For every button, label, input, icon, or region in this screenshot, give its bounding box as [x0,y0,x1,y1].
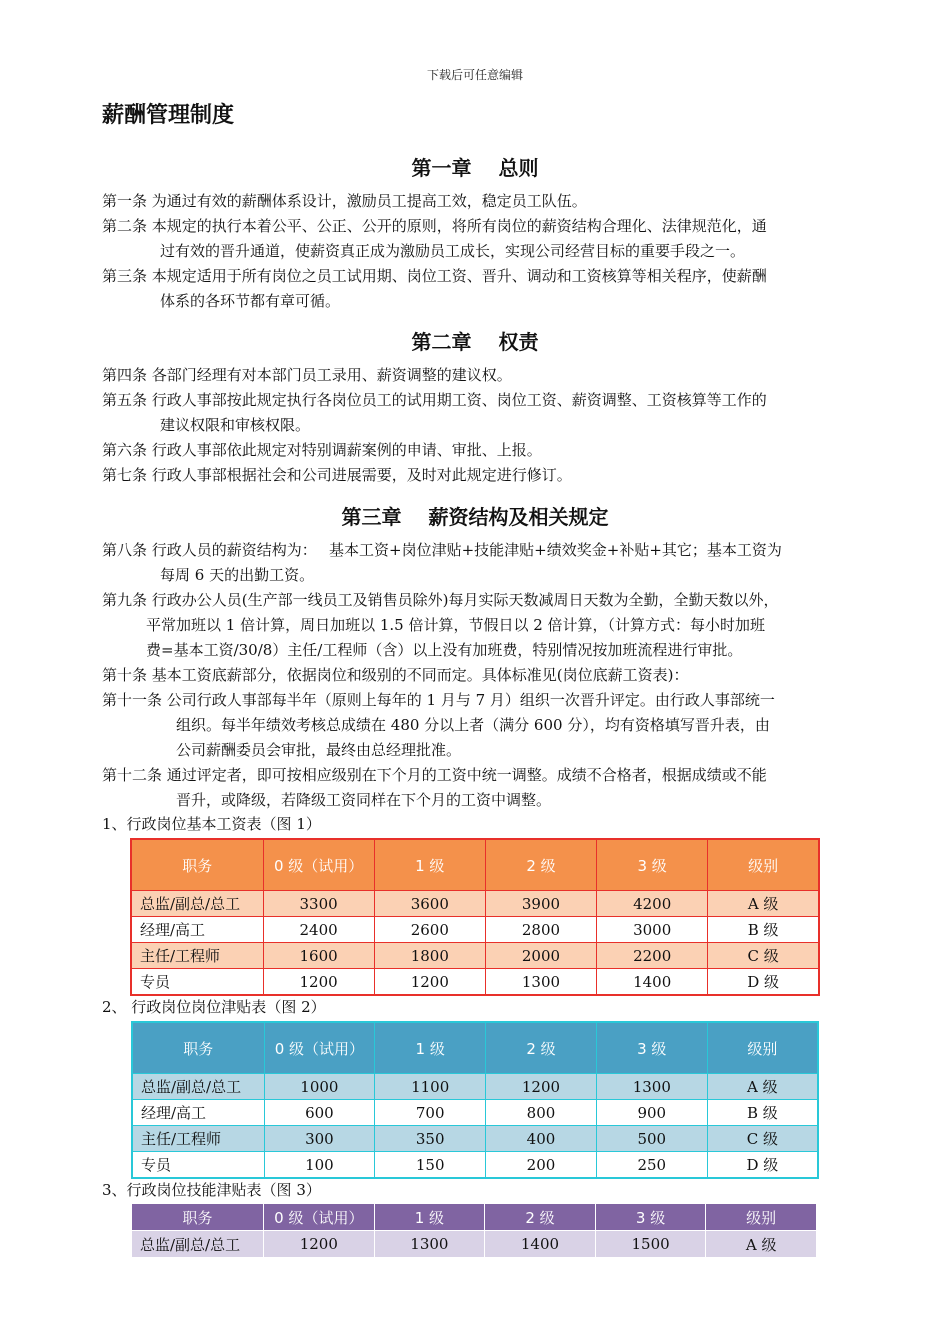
table-cell: 600 [264,1100,375,1126]
table-cell: 1400 [485,1231,596,1258]
table-cell: C 级 [708,943,819,969]
table-cell: 800 [486,1100,597,1126]
header-cell: 0 级（试用） [263,839,374,891]
skill-allowance-table [131,1203,817,1258]
table-cell: 2200 [597,943,708,969]
table-cell: C 级 [707,1126,818,1152]
header-cell: 2 级 [485,1204,596,1231]
table-cell: 主任/工程师 [131,943,263,969]
table-cell: 1500 [595,1231,706,1258]
table-cell: 经理/高工 [132,1100,264,1126]
header-cell: 1 级 [374,839,485,891]
table-row [132,1126,818,1152]
position-allowance-table [131,1021,819,1179]
table-cell: 1200 [486,1074,597,1100]
table-cell: 1200 [263,969,374,996]
table-cell: 100 [264,1152,375,1179]
article-text: 第十一条 公司行政人事部每半年（原则上每年的 1 月与 7 月）组织一次晋升评定。由行政人事部统一 [102,691,775,709]
article-text: 第五条 行政人事部按此规定执行各岗位员工的试用期工资、岗位工资、薪资调整、工资核算等工作的 [102,391,767,409]
table-row [131,969,819,996]
table-cell: 1300 [374,1231,485,1258]
article-text-continued: 晋升，或降级，若降级工资同样在下个月的工资中调整。 [176,791,552,809]
table-cell: 2400 [263,917,374,943]
header-cell: 职务 [132,1022,264,1074]
article-text: 第九条 行政办公人员(生产部一线员工及销售员除外)每月实际天数减周日天数为全勤，全勤天数以外， [102,591,779,609]
table-cell: 150 [375,1152,486,1179]
article-text-continued: 平常加班以 1 倍计算，周日加班以 1.5 倍计算，节假日以 2 倍计算，（计算方式：每小时加班 [146,616,766,634]
table-cell: 200 [486,1152,597,1179]
header-cell: 0 级（试用） [264,1022,375,1074]
table-cell: A 级 [706,1231,817,1258]
table-row [131,917,819,943]
header-cell: 3 级 [597,839,708,891]
article-text-continued: 过有效的晋升通道，使薪资真正成为激励员工成长，实现公司经营目标的重要手段之一。 [160,242,746,260]
table-header-row [132,1022,818,1074]
chapter-1-heading: 第一章 总则 [411,156,539,180]
table-cell: 500 [596,1126,707,1152]
table-cell: 1200 [264,1231,375,1258]
table-cell: 1300 [596,1074,707,1100]
table-cell: 250 [596,1152,707,1179]
table-3-caption: 3、行政岗位技能津贴表（图 3） [102,1181,321,1199]
table-row [131,943,819,969]
header-cell: 0 级（试用） [264,1204,375,1231]
table-cell: 总监/副总/总工 [132,1074,264,1100]
header-cell: 3 级 [595,1204,706,1231]
chapter-2-heading: 第二章 权责 [411,330,539,354]
article-12 [102,763,844,813]
article-text: 第一条 为通过有效的薪酬体系设计，激励员工提高工效，稳定员工队伍。 [102,192,587,210]
table-cell: 2600 [374,917,485,943]
article-text: 第十条 基本工资底薪部分，依据岗位和级别的不同而定。具体标准见(岗位底薪工资表)： [102,666,689,684]
table-row [131,891,819,917]
article-text-continued: 费=基本工资/30/8）主任/工程师（含）以上没有加班费，特别情况按加班流程进行审批。 [146,641,743,659]
article-text-continued: 建议权限和审核权限。 [160,416,311,434]
table-cell: 总监/副总/总工 [132,1231,264,1258]
table-cell: 300 [264,1126,375,1152]
article-text: 第十二条 通过评定者，即可按相应级别在下个月的工资中统一调整。成绩不合格者，根据成绩或不能 [102,766,767,784]
article-4 [102,363,844,388]
table-row [132,1152,818,1179]
table-cell: 1300 [485,969,596,996]
article-text-continued: 组织。每半年绩效考核总成绩在 480 分以上者（满分 600 分），均有资格填写晋升表，由 [176,716,770,734]
header-cell: 1 级 [374,1204,485,1231]
document-title: 薪酬管理制度 [102,102,235,128]
table-row [132,1231,817,1258]
table-cell: 400 [486,1126,597,1152]
header-cell: 3 级 [596,1022,707,1074]
table-cell: 3000 [597,917,708,943]
article-text: 第八条 行政人员的薪资结构为： 基本工资+岗位津贴+技能津贴+绩效奖金+补贴+其它；基本工资为 [102,541,782,559]
article-6 [102,438,844,463]
article-5 [102,388,844,438]
table-cell: 700 [375,1100,486,1126]
table-cell: 主任/工程师 [132,1126,264,1152]
article-3 [102,264,844,314]
table-cell: D 级 [708,969,819,996]
table-cell: 总监/副总/总工 [131,891,263,917]
table-cell: 1400 [597,969,708,996]
chapter-3-heading: 第三章 薪资结构及相关规定 [341,505,609,529]
article-10 [102,663,844,688]
table-cell: 3300 [263,891,374,917]
header-cell: 2 级 [486,1022,597,1074]
article-7 [102,463,844,488]
article-text: 第三条 本规定适用于所有岗位之员工试用期、岗位工资、晋升、调动和工资核算等相关程序，使薪酬 [102,267,767,285]
article-1 [102,189,844,214]
header-cell: 职务 [131,839,263,891]
article-8 [102,538,844,588]
table-cell: 900 [596,1100,707,1126]
article-text-continued: 公司薪酬委员会审批，最终由总经理批准。 [176,741,462,759]
table-cell: D 级 [707,1152,818,1179]
article-text: 第六条 行政人事部依此规定对特别调薪案例的申请、审批、上报。 [102,441,542,459]
article-11 [102,688,844,763]
table-cell: A 级 [707,1074,818,1100]
table-cell: A 级 [708,891,819,917]
table-cell: 350 [375,1126,486,1152]
table-cell: 专员 [131,969,263,996]
article-text: 第二条 本规定的执行本着公平、公正、公开的原则，将所有岗位的薪资结构合理化、法律规范化，通 [102,217,767,235]
header-cell: 2 级 [485,839,596,891]
table-cell: 1200 [374,969,485,996]
article-text-continued: 体系的各环节都有章可循。 [160,292,341,310]
table-cell: 2000 [485,943,596,969]
article-text-continued: 每周 6 天的出勤工资。 [160,566,315,584]
table-cell: 1000 [264,1074,375,1100]
table-cell: B 级 [707,1100,818,1126]
table-1-caption: 1、行政岗位基本工资表（图 1） [102,815,321,833]
basic-salary-table [130,838,820,996]
table-2-caption: 2、 行政岗位岗位津贴表（图 2） [102,998,326,1016]
header-cell: 职务 [132,1204,264,1231]
table-cell: 1600 [263,943,374,969]
table-cell: 2800 [485,917,596,943]
table-cell: 1100 [375,1074,486,1100]
table-cell: 1800 [374,943,485,969]
table-header-row [131,839,819,891]
table-cell: 专员 [132,1152,264,1179]
table-cell: 4200 [597,891,708,917]
article-text: 第七条 行政人事部根据社会和公司进展需要，及时对此规定进行修订。 [102,466,572,484]
table-cell: 3900 [485,891,596,917]
header-cell: 级别 [708,839,819,891]
header-note: 下载后可任意编辑 [426,68,523,82]
table-cell: B 级 [708,917,819,943]
table-row [132,1074,818,1100]
header-cell: 1 级 [375,1022,486,1074]
article-text: 第四条 各部门经理有对本部门员工录用、薪资调整的建议权。 [102,366,512,384]
article-9 [102,588,844,663]
header-cell: 级别 [706,1204,817,1231]
table-cell: 经理/高工 [131,917,263,943]
header-cell: 级别 [707,1022,818,1074]
article-2 [102,214,844,264]
table-row [132,1100,818,1126]
table-header-row [132,1204,817,1231]
table-cell: 3600 [374,891,485,917]
